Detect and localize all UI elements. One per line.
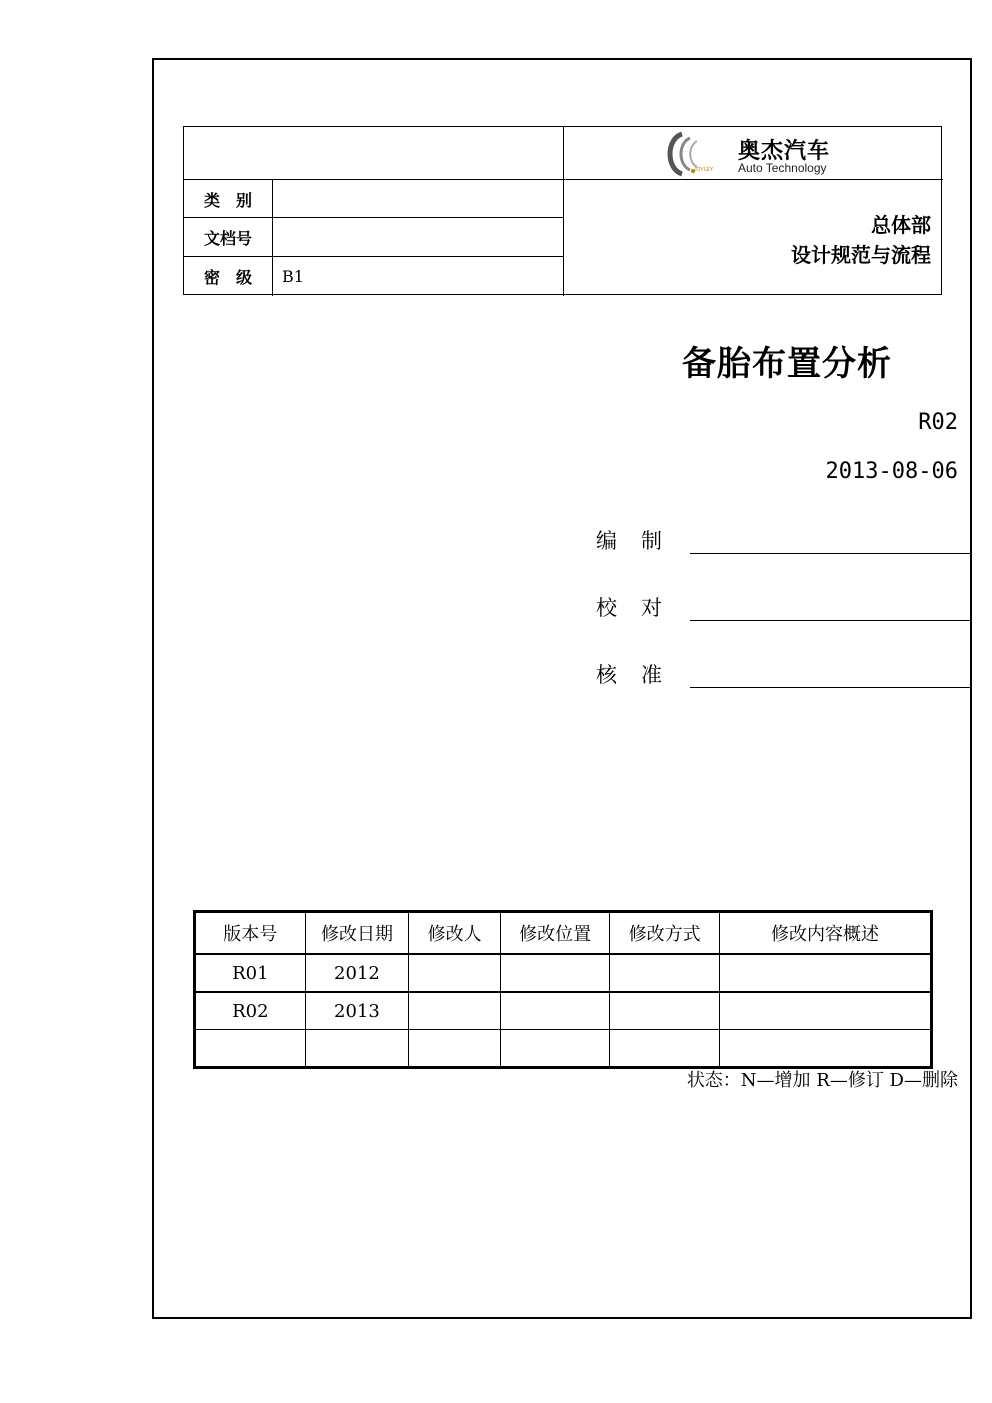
security-level-label: 密 级 [203, 267, 252, 287]
table-cell [719, 1030, 931, 1068]
table-cell [409, 1030, 501, 1068]
table-row [195, 954, 932, 992]
table-cell: 2012 [305, 954, 409, 992]
doc-number-label: 文档号 [203, 228, 252, 248]
department-subtitle: 设计规范与流程 [791, 243, 931, 267]
table-cell [719, 992, 931, 1030]
revision-history-table [193, 910, 933, 1069]
header-table [183, 126, 942, 295]
table-cell: R01 [195, 954, 306, 992]
logo-name-en: Auto Technology [738, 161, 827, 175]
table-cell: R02 [195, 992, 306, 1030]
table-cell [195, 1030, 306, 1068]
table-header-row [195, 912, 932, 955]
signature-label-approved: 核准 [596, 663, 686, 687]
table-row [195, 992, 932, 1030]
signature-line-checked[interactable] [690, 620, 970, 621]
column-header: 版本号 [195, 912, 306, 955]
signature-line-prepared[interactable] [690, 553, 970, 554]
table-cell [500, 954, 610, 992]
logo-small-text: JOYLEY [694, 167, 714, 173]
status-legend: 状态：N—增加 R—修订 D—删除 [686, 1070, 958, 1091]
document-title: 备胎布置分析 [682, 344, 892, 384]
table-cell [610, 992, 720, 1030]
logo-name-cn: 奥杰汽车 [738, 139, 831, 164]
table-cell [500, 992, 610, 1030]
security-level-value: B1 [282, 266, 304, 286]
signature-line-approved[interactable] [690, 687, 970, 688]
table-cell [500, 1030, 610, 1068]
table-cell [719, 954, 931, 992]
document-revision: R02 [918, 410, 958, 435]
column-header: 修改日期 [305, 912, 409, 955]
table-cell [409, 992, 501, 1030]
table-cell [409, 954, 501, 992]
category-label: 类 别 [203, 190, 252, 210]
column-header: 修改内容概述 [719, 912, 931, 955]
signature-label-checked: 校对 [596, 596, 686, 620]
signature-label-prepared: 编制 [596, 529, 686, 553]
table-cell: 2013 [305, 992, 409, 1030]
table-row [195, 1030, 932, 1068]
table-cell [610, 1030, 720, 1068]
department-name: 总体部 [871, 213, 931, 237]
table-cell [305, 1030, 409, 1068]
document-date: 2013-08-06 [825, 459, 958, 484]
column-header: 修改方式 [610, 912, 720, 955]
column-header: 修改人 [409, 912, 501, 955]
table-cell [610, 954, 720, 992]
column-header: 修改位置 [500, 912, 610, 955]
